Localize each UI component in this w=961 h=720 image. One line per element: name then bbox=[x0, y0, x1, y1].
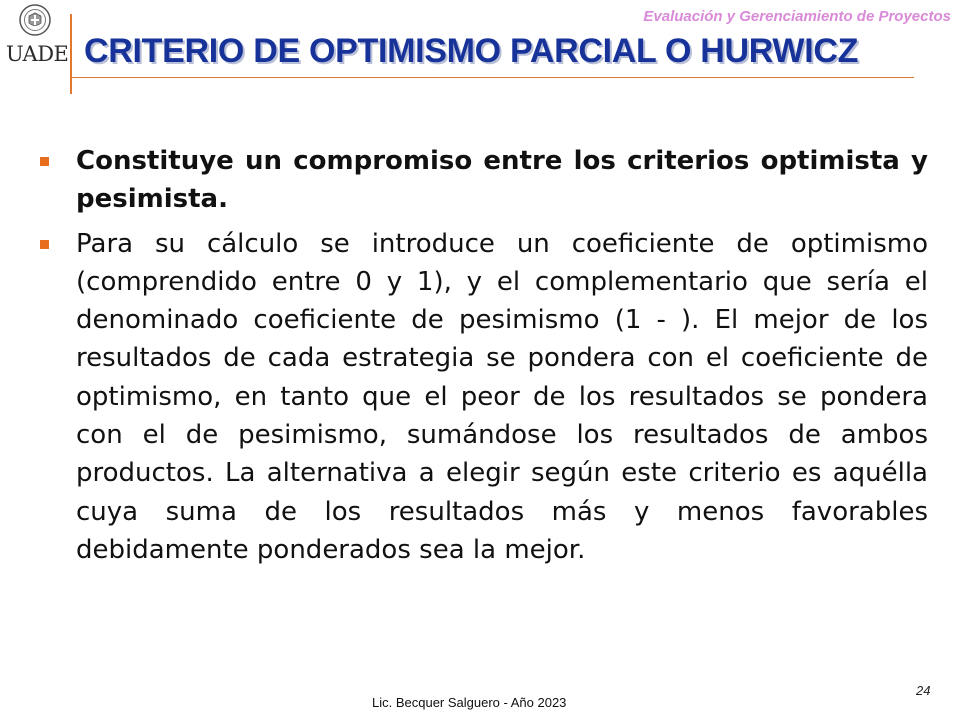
header-vertical-divider bbox=[70, 14, 72, 94]
uade-logo bbox=[6, 4, 69, 74]
logo-text: UADE bbox=[6, 42, 69, 66]
bullet-square-icon bbox=[40, 157, 49, 166]
university-seal-icon bbox=[19, 4, 51, 36]
bullet-text: Para su cálculo se introduce un coeficiente de optimismo (comprendido entre 0 y 1), y el complementario que sería el denominado coeficiente de pesimismo (1 - ). El mejor de los resultados de cada estrategia se pondera con el coeficiente de optimismo, en tanto que el peor de los resultados se pondera con el de pesimismo, sumándose los resultados de ambos productos. La alternativa a elegir según este criterio es aquélla cuya suma de los resultados más y menos favorables debidamente ponderados sea la mejor. bbox=[76, 228, 928, 565]
slide-title: CRITERIO DE OPTIMISMO PARCIAL O HURWICZ bbox=[84, 32, 859, 70]
bullet-item bbox=[38, 142, 928, 219]
bullet-square-icon bbox=[40, 240, 49, 249]
page-number: 24 bbox=[916, 683, 931, 698]
header-horizontal-divider bbox=[72, 77, 914, 78]
course-subtitle: Evaluación y Gerenciamiento de Proyectos bbox=[643, 8, 951, 25]
footer-author: Lic. Becquer Salguero - Año 2023 bbox=[372, 695, 567, 710]
bullet-text: Constituye un compromiso entre los criterios optimista y pesimista. bbox=[76, 146, 928, 215]
slide-content bbox=[38, 142, 928, 575]
bullet-item bbox=[38, 225, 928, 570]
